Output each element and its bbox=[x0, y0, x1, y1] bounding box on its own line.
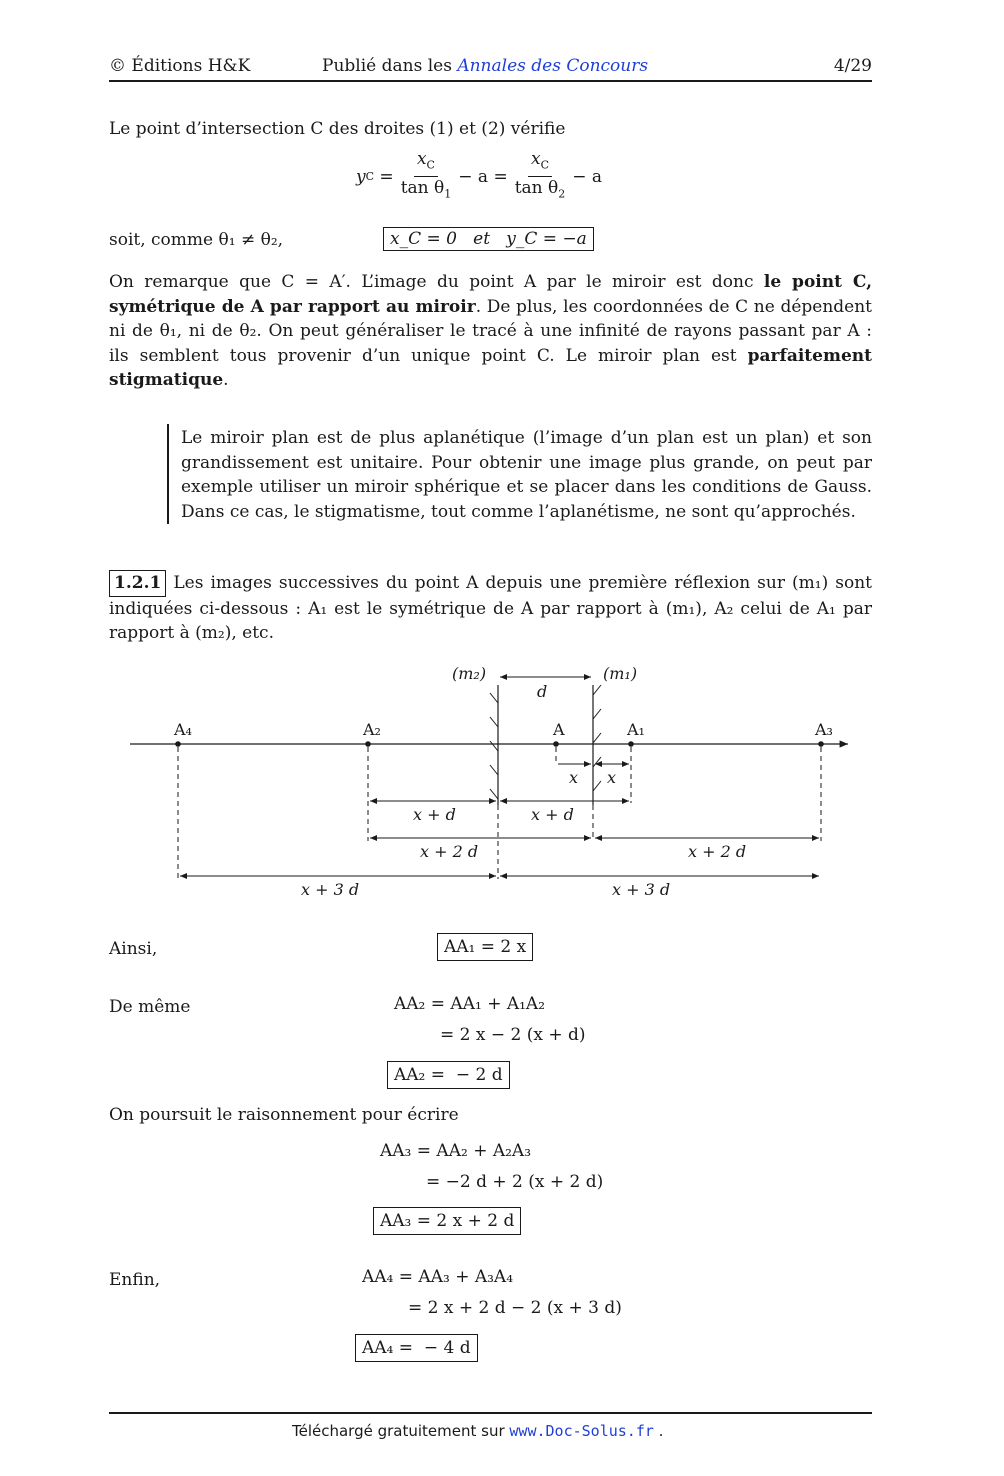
eq1-frac1: $\frac{x_C}{\tan \theta_1}$ bbox=[400, 149, 452, 201]
footer-link[interactable]: www.Doc-Solus.fr bbox=[509, 1422, 654, 1440]
para-remarque: On remarque que C = A′. L’image du point A par le miroir est donc le point C, symétrique de A par rapport au miroir. De plus, les coordonnées de C ne dépendent ni de θ₁, ni de θ₂. On peut généraliser le tracé à une infinité de rayons passant par A : ils semblent tous provenir d’un unique point C. Le miroir plan est parfaitement stigmatique. bbox=[109, 272, 872, 390]
label-x-1: x bbox=[569, 768, 579, 787]
eq-aa3-line1: AA₃ = AA₂ + A₂A₃ bbox=[380, 1141, 532, 1161]
eq1-frac2: $\frac{x_C}{\tan \theta_2}$ bbox=[514, 149, 566, 201]
eq1-lhs-sub: C bbox=[365, 170, 375, 184]
de-meme-text: De même bbox=[109, 997, 191, 1017]
para-intersection: Le point d’intersection C des droites (1) et (2) vérifie bbox=[109, 119, 566, 139]
label-m1: (m₁) bbox=[603, 664, 638, 683]
mirror-m2 bbox=[490, 685, 498, 805]
header-rule bbox=[109, 80, 872, 82]
label-d: d bbox=[537, 682, 548, 701]
label-A4: A₄ bbox=[174, 720, 192, 739]
footer-rule bbox=[109, 1412, 872, 1414]
remark-bar bbox=[167, 424, 169, 524]
enfin-text: Enfin, bbox=[109, 1270, 161, 1290]
label-x-2: x bbox=[607, 768, 617, 787]
page-number: 4/29 bbox=[833, 56, 872, 76]
label-x2d-1: x + 2 d bbox=[420, 842, 479, 861]
label-A2: A₂ bbox=[363, 720, 381, 739]
result-aa3: AA₃ = 2 x + 2 d bbox=[373, 1207, 521, 1235]
label-x2d-2: x + 2 d bbox=[688, 842, 747, 861]
header-center bbox=[322, 54, 648, 79]
soit-text: soit, comme θ₁ ≠ θ₂, bbox=[109, 230, 284, 250]
eq1-minus-a-1: − a bbox=[458, 166, 489, 187]
eq1-minus-a-2: − a bbox=[572, 166, 603, 187]
label-xd-2: x + d bbox=[531, 805, 574, 824]
eq-aa2-line1: AA₂ = AA₁ + A₁A₂ bbox=[394, 994, 546, 1014]
section-1-2-1 bbox=[109, 570, 872, 646]
mirror-m1 bbox=[593, 685, 601, 805]
label-A: A bbox=[553, 720, 565, 739]
eq-aa2-line2: = 2 x − 2 (x + d) bbox=[440, 1025, 586, 1045]
eq-aa3-line2: = −2 d + 2 (x + 2 d) bbox=[426, 1172, 604, 1192]
eq1-lhs: y bbox=[356, 166, 366, 187]
point-A1 bbox=[628, 741, 634, 747]
equation-yc: y C = $\frac{x_C}{\tan \theta_1}$ − a = $\frac{x_C}{\tan \theta_2}$ − a bbox=[356, 148, 602, 206]
footer: Téléchargé gratuitement sur www.Doc-Solus.fr . bbox=[292, 1422, 664, 1440]
poursuit-text: On poursuit le raisonnement pour écrire bbox=[109, 1105, 459, 1125]
result-c: x_C = 0 et y_C = −a bbox=[383, 227, 594, 251]
mirror-images-diagram bbox=[100, 655, 880, 905]
result-aa2: AA₂ = − 2 d bbox=[387, 1061, 510, 1089]
section-text: Les images successives du point A depuis une première réflexion sur (m₁) sont indiquées ci-dessous : A₁ est le symétrique de A par rapport à (m₁), A₂ celui de A₁ par rapport à (m₂), etc. bbox=[109, 573, 872, 643]
eq-aa4-line1: AA₄ = AA₃ + A₃A₄ bbox=[362, 1267, 514, 1287]
point-A2 bbox=[365, 741, 371, 747]
header-center-prefix: Publié dans les bbox=[322, 56, 458, 76]
label-A3: A₃ bbox=[815, 720, 833, 739]
section-number: 1.2.1 bbox=[114, 573, 162, 593]
label-x3d-2: x + 3 d bbox=[612, 880, 671, 899]
ainsi-text: Ainsi, bbox=[109, 939, 158, 959]
bold-point-c: le point C, symétrique de A par rapport au miroir bbox=[109, 272, 872, 317]
eq-aa4-line2: = 2 x + 2 d − 2 (x + 3 d) bbox=[408, 1298, 622, 1318]
remark-text: Le miroir plan est de plus aplanétique (l’image d’un plan est un plan) et son grandissement est unitaire. Pour obtenir une image plus grande, on peut par exemple utiliser un miroir sphérique et se placer dans les conditions de Gauss. Dans ce cas, le stigmatisme, tout comme l’aplanétisme, ne sont qu’approchés. bbox=[181, 428, 872, 522]
result-aa4: AA₄ = − 4 d bbox=[355, 1334, 478, 1362]
point-A3 bbox=[818, 741, 824, 747]
label-x3d-1: x + 3 d bbox=[301, 880, 360, 899]
header-link[interactable]: Annales des Concours bbox=[457, 56, 649, 76]
footer-text: Téléchargé gratuitement sur bbox=[292, 1422, 510, 1440]
result-c-box bbox=[383, 227, 594, 251]
bold-stigmatique: parfaitement stigmatique bbox=[109, 345, 872, 390]
result-aa1: AA₁ = 2 x bbox=[437, 933, 533, 961]
point-A bbox=[553, 741, 559, 747]
label-m2: (m₂) bbox=[452, 664, 487, 683]
header-left: © Éditions H&K bbox=[109, 56, 251, 76]
label-A1: A₁ bbox=[627, 720, 645, 739]
label-xd-1: x + d bbox=[413, 805, 456, 824]
point-A4 bbox=[175, 741, 181, 747]
